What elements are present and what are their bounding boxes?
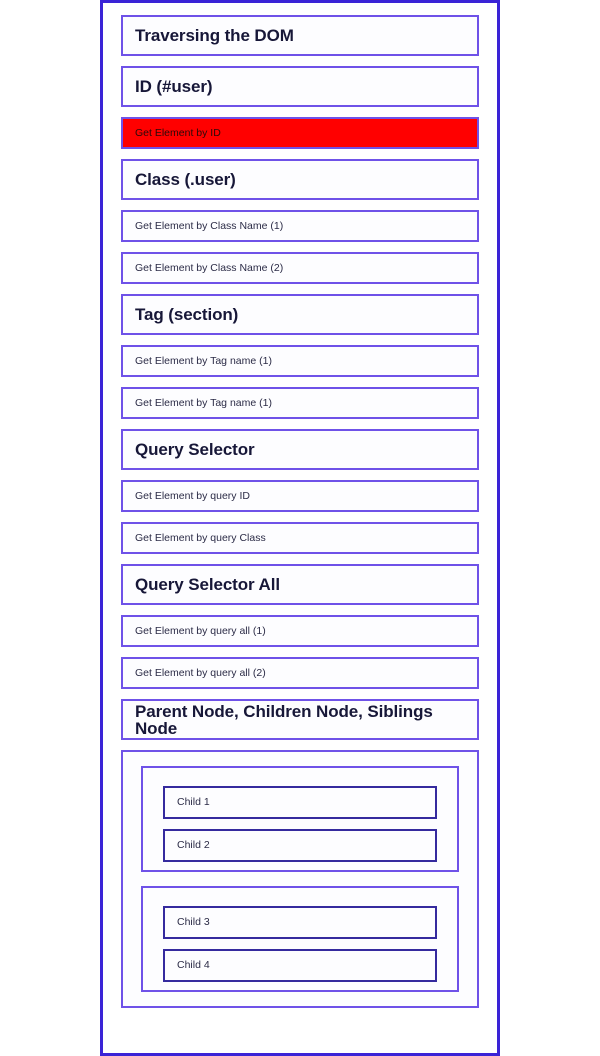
dom-action-item[interactable] [121,522,479,554]
section-heading-label: Tag (section) [135,305,239,324]
child-node-box[interactable] [163,906,437,939]
section-heading-box[interactable] [121,429,479,470]
section-heading-box[interactable] [121,159,479,200]
parent-node-box[interactable] [121,750,479,1008]
dom-action-item-label: Get Element by Class Name (1) [135,219,284,232]
content-column [103,3,497,1022]
dom-action-item-label: Get Element by Class Name (2) [135,261,284,274]
children-group-box[interactable] [141,886,459,992]
dom-action-item[interactable] [121,345,479,377]
children-group-box[interactable] [141,766,459,872]
child-node-label: Child 2 [177,839,210,852]
section-heading-box[interactable] [121,564,479,605]
dom-action-item-label: Get Element by Tag name (1) [135,354,272,367]
dom-action-item-selected[interactable] [121,117,479,149]
dom-action-item[interactable] [121,480,479,512]
section-heading-label: ID (#user) [135,77,213,96]
section-heading-box[interactable] [121,294,479,335]
child-node-label: Child 4 [177,959,210,972]
child-node-box[interactable] [163,949,437,982]
section-heading-box[interactable] [121,15,479,56]
dom-action-item-label: Get Element by query all (2) [135,666,266,679]
dom-action-item-label: Get Element by query ID [135,489,250,502]
dom-action-item[interactable] [121,252,479,284]
child-node-label: Child 1 [177,796,210,809]
dom-action-item-label: Get Element by query Class [135,531,266,544]
dom-action-item-label: Get Element by query all (1) [135,624,266,637]
child-node-label: Child 3 [177,916,210,929]
section-heading-box[interactable] [121,699,479,740]
section-heading-label: Query Selector [135,440,255,459]
dom-action-item-label: Get Element by ID [135,126,221,139]
dom-action-item[interactable] [121,657,479,689]
page-frame [100,0,500,1056]
child-node-box[interactable] [163,786,437,819]
sections-list [121,15,479,740]
dom-action-item[interactable] [121,615,479,647]
section-heading-label: Query Selector All [135,575,280,594]
dom-action-item-label: Get Element by Tag name (1) [135,396,272,409]
section-heading-label: Parent Node, Children Node, Siblings Node [135,701,433,738]
dom-action-item[interactable] [121,210,479,242]
child-node-box[interactable] [163,829,437,862]
section-heading-label: Class (.user) [135,170,236,189]
children-groups [141,766,459,992]
section-heading-box[interactable] [121,66,479,107]
section-heading-label: Traversing the DOM [135,26,294,45]
dom-action-item[interactable] [121,387,479,419]
